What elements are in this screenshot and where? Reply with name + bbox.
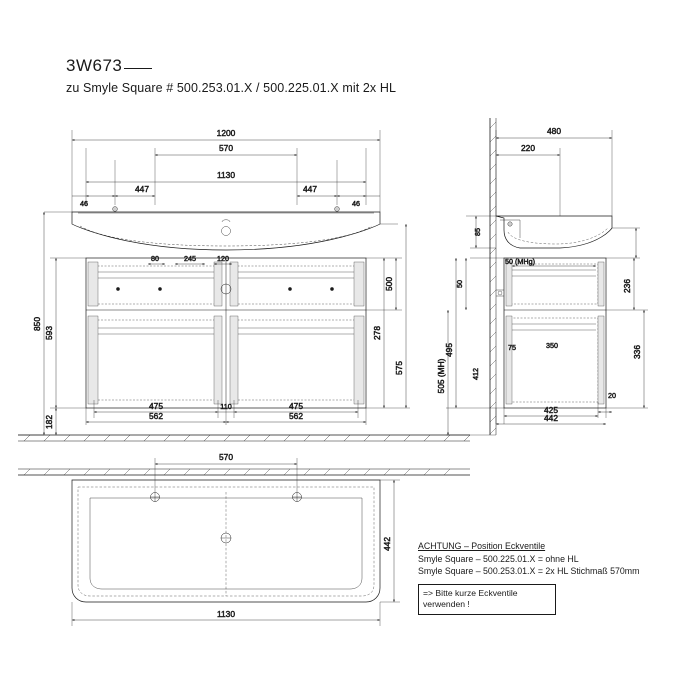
dim-cabinet-width: 1130 [216, 170, 236, 180]
dim-350: 350 [546, 341, 558, 350]
drawing-subtitle: zu Smyle Square # 500.253.01.X / 500.225.01.X mit 2x HL [66, 81, 397, 95]
dim-top-width: 1130 [216, 609, 236, 619]
dim-depth-442: 442 [544, 413, 558, 423]
dim-overall-width: 1200 [216, 128, 236, 138]
dim-height-495: 495 [444, 343, 454, 357]
note-box-line-2: verwenden ! [423, 599, 470, 609]
note-heading: ACHTUNG – Position Eckventile [418, 541, 546, 551]
side-dimension-labels [436, 126, 642, 423]
dim-height-850: 850 [32, 317, 42, 331]
dim-top-depth: 442 [382, 537, 392, 551]
note-box [418, 584, 556, 615]
front-elevation-geometry [18, 130, 470, 441]
dim-height-85: 85 [473, 228, 482, 236]
dim-small-80: 80 [151, 254, 159, 263]
dim-basin-spread: 570 [219, 143, 233, 153]
title-underline [124, 68, 152, 69]
dim-mhg: 50 (MHg) [505, 257, 535, 266]
dim-height-500: 500 [384, 277, 394, 291]
dim-depth-220: 220 [521, 143, 535, 153]
side-section-geometry [446, 118, 648, 435]
dim-drawer-left: 475 [149, 401, 163, 411]
dim-edge-left: 46 [80, 199, 88, 208]
drawing-code: 3W673 [66, 56, 123, 75]
dim-height-412: 412 [471, 368, 480, 380]
dim-75: 75 [508, 343, 516, 352]
dim-height-182: 182 [44, 415, 54, 429]
dim-edge-right: 46 [352, 199, 360, 208]
dim-height-236: 236 [622, 279, 632, 293]
dim-tap-left: 447 [135, 184, 149, 194]
dim-height-336: 336 [632, 345, 642, 359]
dim-top-tap-spread: 570 [219, 452, 233, 462]
note-line-1: Smyle Square – 500.225.01.X = ohne HL [418, 553, 579, 564]
dim-drawer-right: 475 [289, 401, 303, 411]
dim-height-278: 278 [372, 326, 382, 340]
dim-small-245: 245 [184, 254, 196, 263]
dim-height-593: 593 [44, 326, 54, 340]
note-box-line-1: => Bitte kurze Eckventile [423, 587, 518, 598]
dim-gap-center: 110 [220, 402, 232, 411]
top-plan-geometry [18, 452, 470, 626]
title-block [66, 56, 586, 95]
dim-base-right: 562 [289, 411, 303, 421]
dim-height-505: 505 (MH) [436, 358, 446, 394]
dim-20: 20 [608, 391, 616, 400]
dim-small-120: 120 [217, 254, 229, 263]
dim-depth-425: 425 [544, 405, 558, 415]
dim-base-left: 562 [149, 411, 163, 421]
dim-depth-480: 480 [547, 126, 561, 136]
attention-note [418, 540, 668, 615]
dim-tap-right: 447 [303, 184, 317, 194]
dim-height-50: 50 [455, 280, 464, 288]
dim-height-575: 575 [394, 361, 404, 375]
note-line-2: Smyle Square – 500.253.01.X = 2x HL Stichmaß 570mm [418, 566, 640, 576]
front-dimension-lines [44, 140, 406, 435]
